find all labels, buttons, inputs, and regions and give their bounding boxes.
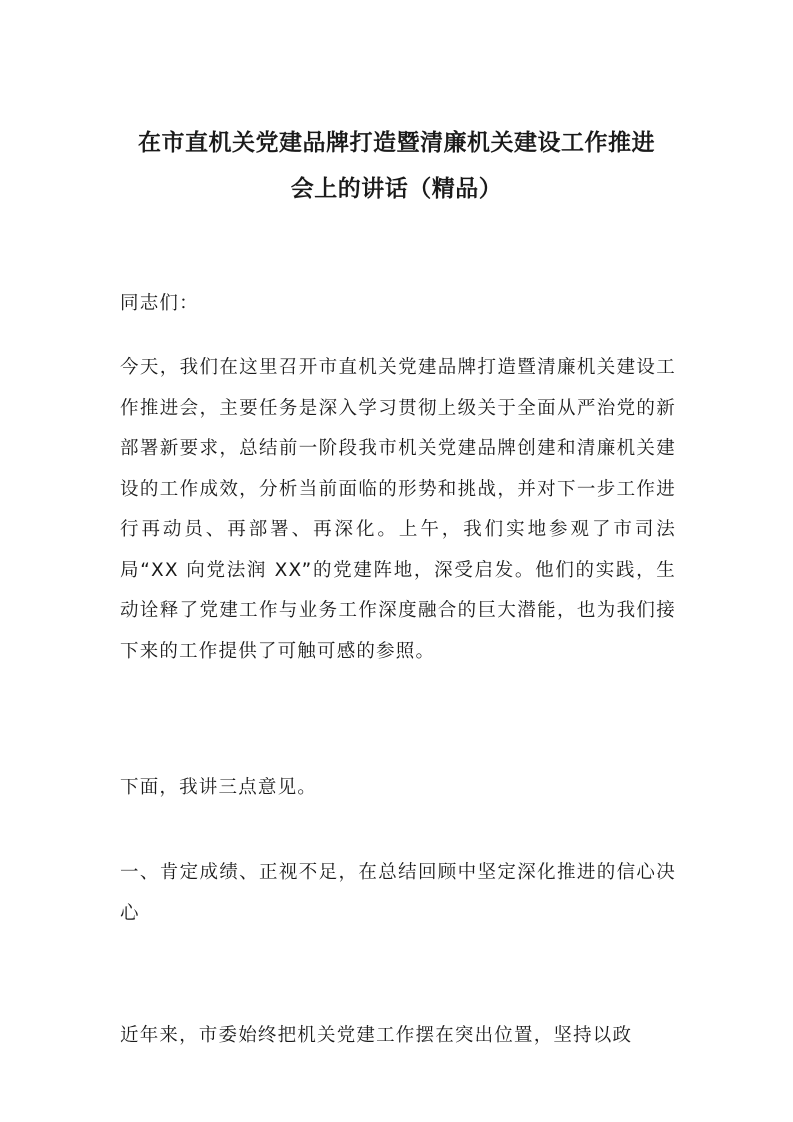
document-title-line-1: 在市直机关党建品牌打造暨清廉机关建设工作推进	[138, 130, 655, 156]
paragraph-section-1-body: 近年来，市委始终把机关党建工作摆在突出位置，坚持以政	[120, 1025, 633, 1046]
paragraph-transition: 下面，我讲三点意见。	[120, 777, 318, 798]
document-title-line-2: 会上的讲话（精品）	[290, 176, 503, 202]
paragraph-intro: 今天，我们在这里召开市直机关党建品牌打造暨清廉机关建设工作推进会，主要任务是深入学习贯彻上级关于全面从严治党的新部署新要求，总结前一阶段我市机关党建品牌创建和清廉机关建设的工作成效，分析当前面临的形势和挑战，并对下一步工作进行再动员、再部署、再深化。上午，我们实地参观了市司法局“XX 向党法润 XX”的党建阵地，深受启发。他们的实践，生动诠释了党建工作与业务工作深度融合的巨大潜能，也为我们接下来的工作提供了可触可感的参照。	[120, 357, 676, 662]
section-heading-1: 一、肯定成绩、正视不足，在总结回顾中坚定深化推进的信心决心	[120, 862, 676, 924]
greeting: 同志们：	[120, 293, 199, 314]
